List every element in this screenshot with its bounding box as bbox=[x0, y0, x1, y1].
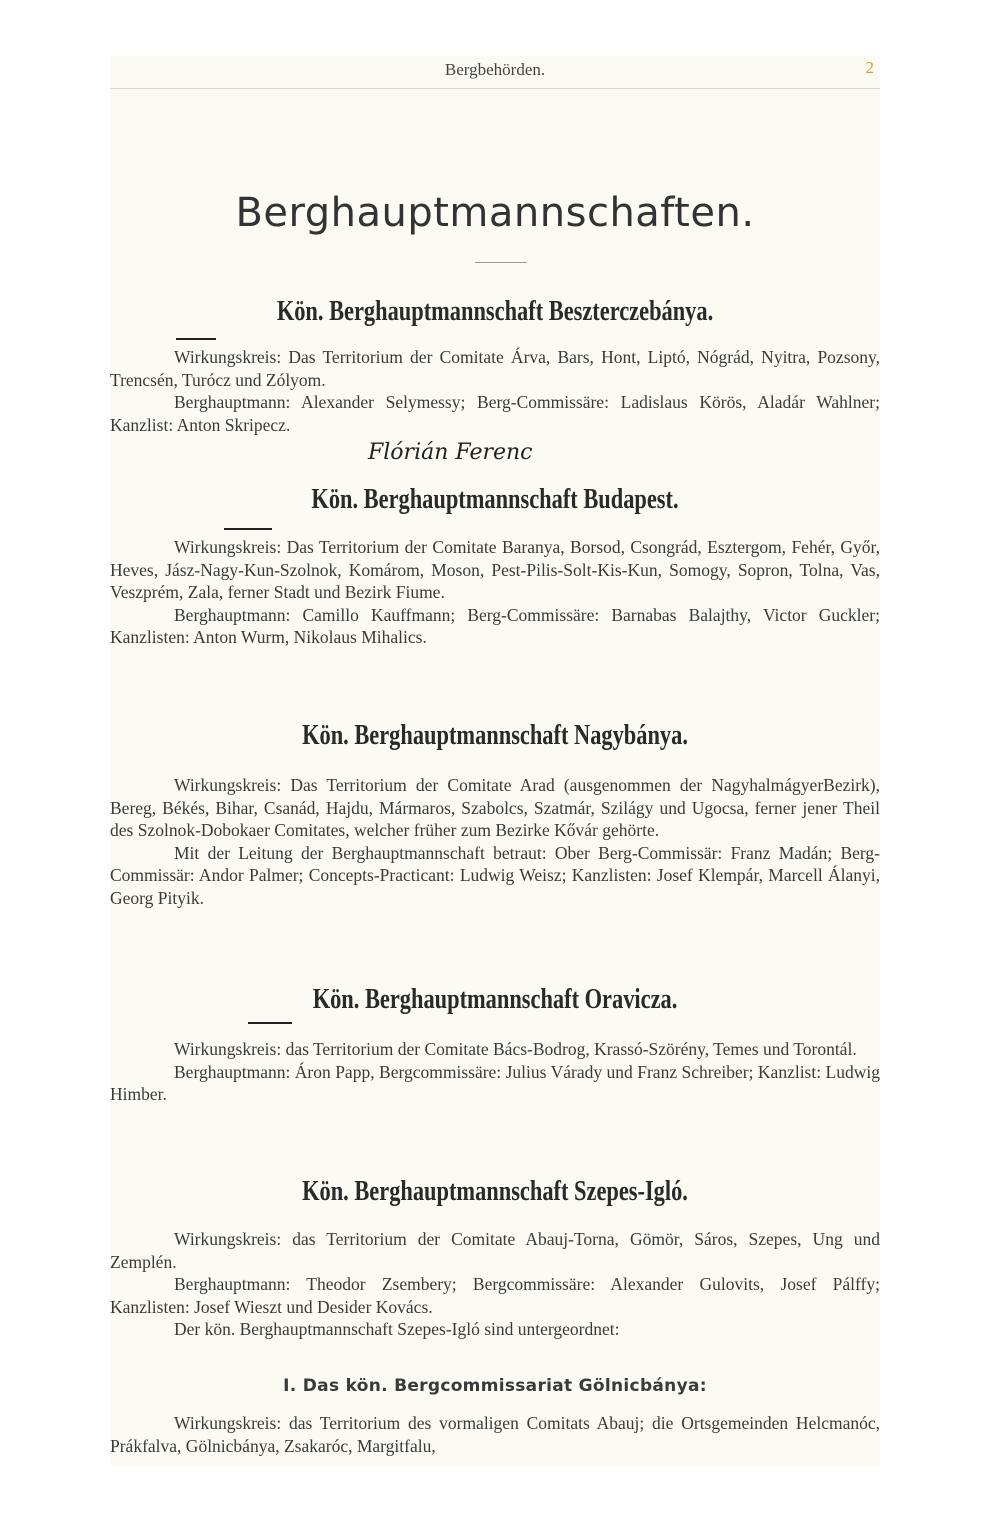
page-title: Berghauptmannschaften. bbox=[235, 190, 755, 236]
running-head-title: Bergbehörden. bbox=[444, 60, 546, 79]
subsection-heading-golnicbanya: I. Das kön. Bergcommissariat Gölnicbánya: bbox=[283, 1376, 707, 1396]
running-head bbox=[110, 60, 880, 84]
header-rule bbox=[110, 88, 880, 89]
document-page bbox=[110, 56, 880, 1466]
paragraph-wirkungskreis: Wirkungskreis: das Territorium des vormaligen Comitats Abauj; die Ortsgemeinden Helcmanóc, Prákfalva, Gölnicbánya, Zsakaróc, Margitfalu, bbox=[110, 1413, 880, 1456]
handwritten-mark bbox=[224, 528, 272, 530]
paragraph-personnel: Berghauptmann: Theodor Zsembery; Bergcommissäre: Alexander Gulovits, Josef Pálffy; Kanzlisten: Josef Wieszt und Desider Kovács. bbox=[110, 1274, 880, 1317]
paragraph-personnel: Mit der Leitung der Berghauptmannschaft betraut: Ober Berg-Commissär: Franz Madán; Berg-Commissär: Andor Palmer; Concepts-Practicant: Ludwig Weisz; Kanzlisten: Josef Klempár, Marcell Álanyi, Georg Pityik. bbox=[110, 842, 880, 908]
section-heading-szepes-iglo: Kön. Berghauptmannschaft Szepes-Igló. bbox=[302, 1176, 688, 1207]
section-body-nagybanya bbox=[110, 774, 880, 909]
section-heading-budapest: Kön. Berghauptmannschaft Budapest. bbox=[311, 484, 679, 515]
section-body-szepes-iglo bbox=[110, 1228, 880, 1341]
paragraph-wirkungskreis: Wirkungskreis: Das Territorium der Comitate Baranya, Borsod, Csongrád, Esztergom, Fehér, Győr, Heves, Jász-Nagy-Kun-Szolnok, Komárom, Moson, Pest-Pilis-Solt-Kis-Kun, Somogy, Sopron, Tolna, Vas, Veszprém, Zala, ferner Stadt und Bezirk Fiume. bbox=[110, 537, 880, 602]
page-number: 2 bbox=[865, 58, 874, 77]
handwritten-annotation: Flórián Ferenc bbox=[368, 440, 533, 465]
paragraph-wirkungskreis: Wirkungskreis: das Territorium der Comitate Abauj-Torna, Gömör, Sáros, Szepes, Ung und Zemplén. bbox=[110, 1229, 880, 1272]
paragraph-personnel: Berghauptmann: Alexander Selymessy; Berg-Commissäre: Ladislaus Körös, Aladár Wahlner; Kanzlist: Anton Skripecz. bbox=[110, 392, 880, 435]
subsection-body-golnicbanya bbox=[110, 1412, 880, 1457]
section-body-beszterczebanya bbox=[110, 346, 880, 436]
paragraph-wirkungskreis: Wirkungskreis: Das Territorium der Comitate Arad (ausgenommen der NagyhalmágyerBezirk), Bereg, Békés, Bihar, Csanád, Hajdu, Mármaros, Szabolcs, Szatmár, Szilágy und Ugocsa, ferner jener Theil des Szolnok-Dobokaer Comitates, welcher früher zum Bezirke Kővár gehörte. bbox=[110, 775, 880, 840]
title-divider bbox=[475, 262, 527, 263]
section-heading-beszterczebanya: Kön. Berghauptmannschaft Beszterczebánya. bbox=[276, 296, 714, 327]
paragraph-wirkungskreis: Wirkungskreis: das Territorium der Comitate Bács-Bodrog, Krassó-Szörény, Temes und Torontál. bbox=[174, 1039, 857, 1059]
handwritten-mark bbox=[248, 1022, 292, 1024]
handwritten-mark bbox=[176, 338, 216, 340]
paragraph-wirkungskreis: Wirkungskreis: Das Territorium der Comitate Árva, Bars, Hont, Liptó, Nógrád, Nyitra, Pozsony, Trencsén, Turócz und Zólyom. bbox=[110, 347, 880, 390]
paragraph-personnel: Berghauptmann: Áron Papp, Bergcommissäre: Julius Várady und Franz Schreiber; Kanzlist: Ludwig Himber. bbox=[110, 1061, 880, 1104]
section-body-oravicza bbox=[110, 1038, 880, 1106]
section-body-budapest bbox=[110, 536, 880, 649]
section-heading-nagybanya: Kön. Berghauptmannschaft Nagybánya. bbox=[302, 720, 688, 751]
paragraph-personnel: Berghauptmann: Camillo Kauffmann; Berg-Commissäre: Barnabas Balajthy, Victor Guckler; Kanzlisten: Anton Wurm, Nikolaus Mihalics. bbox=[110, 604, 880, 647]
section-heading-oravicza: Kön. Berghauptmannschaft Oravicza. bbox=[312, 984, 678, 1015]
paragraph-subordinate: Der kön. Berghauptmannschaft Szepes-Igló sind untergeordnet: bbox=[174, 1319, 620, 1339]
